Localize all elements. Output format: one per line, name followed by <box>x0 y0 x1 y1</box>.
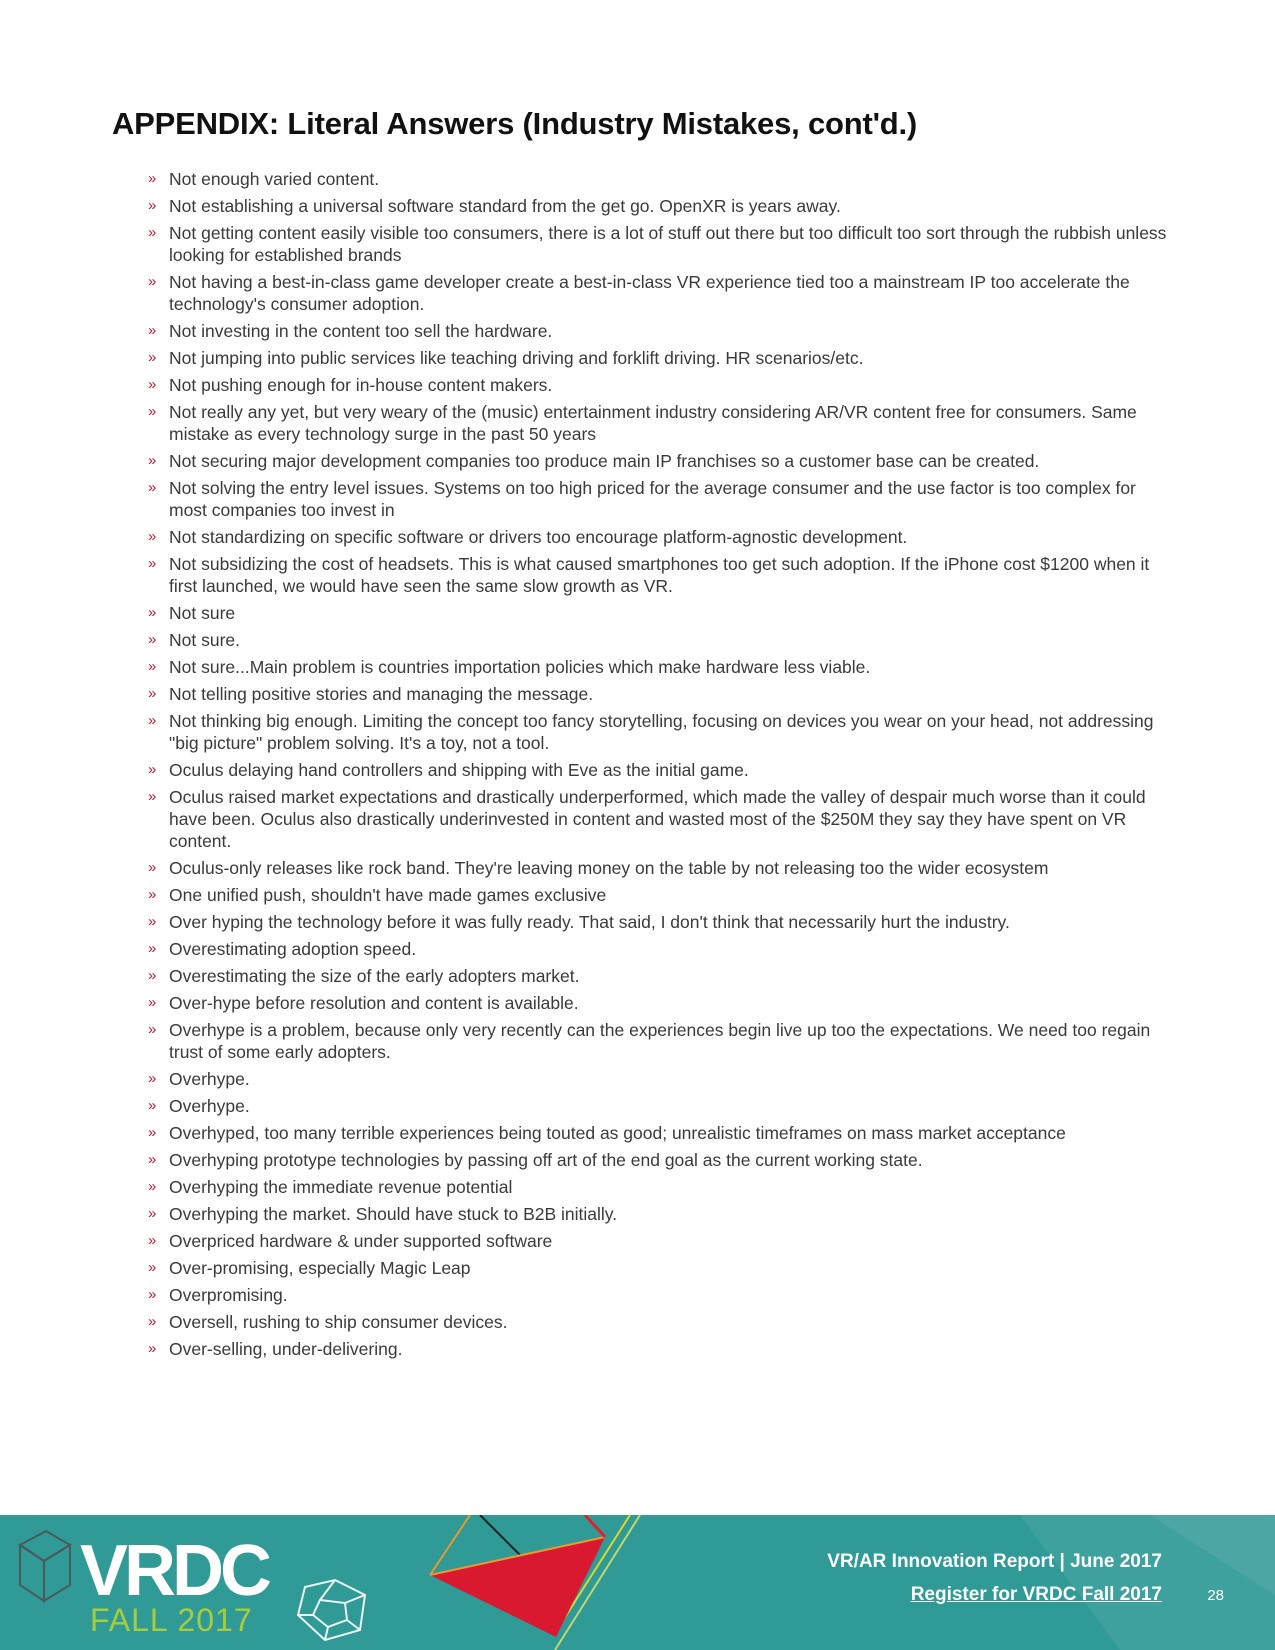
bullet-icon: » <box>148 197 157 214</box>
list-item <box>148 1176 1168 1198</box>
list-item <box>148 938 1168 960</box>
bullet-icon: » <box>148 631 157 648</box>
answer-text: Overhyping the immediate revenue potential <box>169 1177 513 1197</box>
list-item <box>148 656 1168 678</box>
list-item <box>148 683 1168 705</box>
answer-text: Not investing in the content too sell the hardware. <box>169 321 553 341</box>
list-item <box>148 1068 1168 1090</box>
bullet-icon: » <box>148 1070 157 1087</box>
report-title: VR/AR Innovation Report | June 2017 <box>827 1551 1162 1572</box>
vrdc-logo-subtitle: FALL 2017 <box>90 1602 253 1638</box>
bullet-icon: » <box>148 886 157 903</box>
bullet-icon: » <box>148 479 157 496</box>
list-item <box>148 884 1168 906</box>
answer-text: Oversell, rushing to ship consumer devices. <box>169 1312 508 1332</box>
bullet-icon: » <box>148 994 157 1011</box>
list-item <box>148 759 1168 781</box>
list-item <box>148 1122 1168 1144</box>
bullet-icon: » <box>148 967 157 984</box>
list-item <box>148 347 1168 369</box>
answer-text: Not subsidizing the cost of headsets. This is what caused smartphones too get such adoption. If the iPhone cost $1200 when it first launched, we would have seen the same slow growth as VR. <box>169 554 1150 596</box>
answer-text: Not really any yet, but very weary of the (music) entertainment industry considering AR/VR content free for consumers. Same mistake as every technology surge in the past 50 years <box>169 402 1137 444</box>
answer-text: Not telling positive stories and managing the message. <box>169 684 594 704</box>
answer-text: Overhype. <box>169 1096 250 1116</box>
list-item <box>148 710 1168 754</box>
answer-text: Overhyped, too many terrible experiences being touted as good; unrealistic timeframes on mass market acceptance <box>169 1123 1066 1143</box>
answer-text: Not solving the entry level issues. Systems on too high priced for the average consumer and the use factor is too complex for most companies too invest in <box>169 478 1136 520</box>
answer-text: Overpriced hardware & under supported software <box>169 1231 553 1251</box>
page-number: 28 <box>1207 1587 1224 1604</box>
bullet-icon: » <box>148 1151 157 1168</box>
answer-text: Oculus-only releases like rock band. They're leaving money on the table by not releasing too the wider ecosystem <box>169 858 1049 878</box>
list-item <box>148 1284 1168 1306</box>
bullet-icon: » <box>148 712 157 729</box>
list-item <box>148 526 1168 548</box>
list-item <box>148 786 1168 852</box>
list-item <box>148 222 1168 266</box>
list-item <box>148 374 1168 396</box>
bullet-icon: » <box>148 1340 157 1357</box>
answer-text: Not sure. <box>169 630 240 650</box>
list-item <box>148 401 1168 445</box>
bullet-icon: » <box>148 403 157 420</box>
bullet-icon: » <box>148 376 157 393</box>
list-item <box>148 602 1168 624</box>
answer-text: Overhype is a problem, because only very recently can the experiences begin live up too the expectations. We need too regain trust of some early adopters. <box>169 1020 1151 1062</box>
bullet-icon: » <box>148 1205 157 1222</box>
bullet-icon: » <box>148 913 157 930</box>
list-item <box>148 477 1168 521</box>
list-item <box>148 992 1168 1014</box>
answer-text: Overhype. <box>169 1069 250 1089</box>
answer-text: Overhyping the market. Should have stuck to B2B initially. <box>169 1204 618 1224</box>
list-item <box>148 320 1168 342</box>
answer-text: One unified push, shouldn't have made games exclusive <box>169 885 607 905</box>
list-item <box>148 553 1168 597</box>
list-item <box>148 1149 1168 1171</box>
answer-text: Not establishing a universal software standard from the get go. OpenXR is years away. <box>169 196 841 216</box>
bullet-icon: » <box>148 1232 157 1249</box>
bullet-icon: » <box>148 1259 157 1276</box>
vrdc-logo[interactable]: VRDC <box>80 1531 269 1611</box>
list-item <box>148 1019 1168 1063</box>
answer-text: Not having a best-in-class game developer create a best-in-class VR experience tied too a mainstream IP too accelerate the technology's consumer adoption. <box>169 272 1130 314</box>
answer-text: Not getting content easily visible too consumers, there is a lot of stuff out there but too difficult too sort through the rubbish unless looking for established brands <box>169 223 1167 265</box>
list-item <box>148 857 1168 879</box>
bullet-icon: » <box>148 685 157 702</box>
bullet-icon: » <box>148 761 157 778</box>
bullet-icon: » <box>148 658 157 675</box>
answer-text: Overpromising. <box>169 1285 288 1305</box>
answer-text: Not sure <box>169 603 236 623</box>
list-item <box>148 450 1168 472</box>
list-item <box>148 195 1168 217</box>
dodecahedron-icon <box>298 1580 365 1640</box>
list-item <box>148 629 1168 651</box>
answer-text: Over-hype before resolution and content is available. <box>169 993 579 1013</box>
answer-text: Overestimating adoption speed. <box>169 939 417 959</box>
bullet-icon: » <box>148 940 157 957</box>
list-item <box>148 1338 1168 1360</box>
answer-text: Over-selling, under-delivering. <box>169 1339 403 1359</box>
answer-text: Oculus delaying hand controllers and shipping with Eve as the initial game. <box>169 760 749 780</box>
bullet-icon: » <box>148 1178 157 1195</box>
answer-text: Not standardizing on specific software or drivers too encourage platform-agnostic development. <box>169 527 908 547</box>
list-item <box>148 1257 1168 1279</box>
cube-icon <box>20 1531 70 1601</box>
answer-text: Not securing major development companies too produce main IP franchises so a customer base can be created. <box>169 451 1040 471</box>
bullet-icon: » <box>148 1313 157 1330</box>
list-item <box>148 1203 1168 1225</box>
list-item <box>148 271 1168 315</box>
answer-text: Not sure...Main problem is countries importation policies which make hardware less viable. <box>169 657 871 677</box>
footer-banner <box>0 1515 1275 1650</box>
answer-text: Not thinking big enough. Limiting the concept too fancy storytelling, focusing on devices you wear on your head, not addressing "big picture" problem solving. It's a toy, not a tool. <box>169 711 1154 753</box>
answer-list <box>148 168 1168 1365</box>
answer-text: Overhyping prototype technologies by passing off art of the end goal as the current working state. <box>169 1150 923 1170</box>
bullet-icon: » <box>148 788 157 805</box>
bullet-icon: » <box>148 555 157 572</box>
answer-text: Not enough varied content. <box>169 169 380 189</box>
bullet-icon: » <box>148 170 157 187</box>
list-item <box>148 1095 1168 1117</box>
bullet-icon: » <box>148 1286 157 1303</box>
bullet-icon: » <box>148 452 157 469</box>
list-item <box>148 1230 1168 1252</box>
bullet-icon: » <box>148 1097 157 1114</box>
bullet-icon: » <box>148 322 157 339</box>
answer-text: Not pushing enough for in-house content makers. <box>169 375 553 395</box>
list-item <box>148 965 1168 987</box>
list-item <box>148 1311 1168 1333</box>
answer-text: Overestimating the size of the early adopters market. <box>169 966 580 986</box>
bullet-icon: » <box>148 273 157 290</box>
bullet-icon: » <box>148 1021 157 1038</box>
bullet-icon: » <box>148 1124 157 1141</box>
answer-text: Over hyping the technology before it was fully ready. That said, I don't think that necessarily hurt the industry. <box>169 912 1010 932</box>
answer-text: Over-promising, especially Magic Leap <box>169 1258 471 1278</box>
list-item <box>148 911 1168 933</box>
answer-text: Oculus raised market expectations and drastically underperformed, which made the valley of despair much worse than it could have been. Oculus also drastically underinvested in content and wasted most of the $250M they say they have spent on VR content. <box>169 787 1146 851</box>
register-link[interactable]: Register for VRDC Fall 2017 <box>910 1584 1162 1605</box>
triangle-art <box>430 1515 640 1650</box>
bullet-icon: » <box>148 528 157 545</box>
bullet-icon: » <box>148 859 157 876</box>
page-title: APPENDIX: Literal Answers (Industry Mistakes, cont'd.) <box>112 106 918 141</box>
bullet-icon: » <box>148 604 157 621</box>
answer-text: Not jumping into public services like teaching driving and forklift driving. HR scenarios/etc. <box>169 348 864 368</box>
bullet-icon: » <box>148 349 157 366</box>
list-item <box>148 168 1168 190</box>
bullet-icon: » <box>148 224 157 241</box>
